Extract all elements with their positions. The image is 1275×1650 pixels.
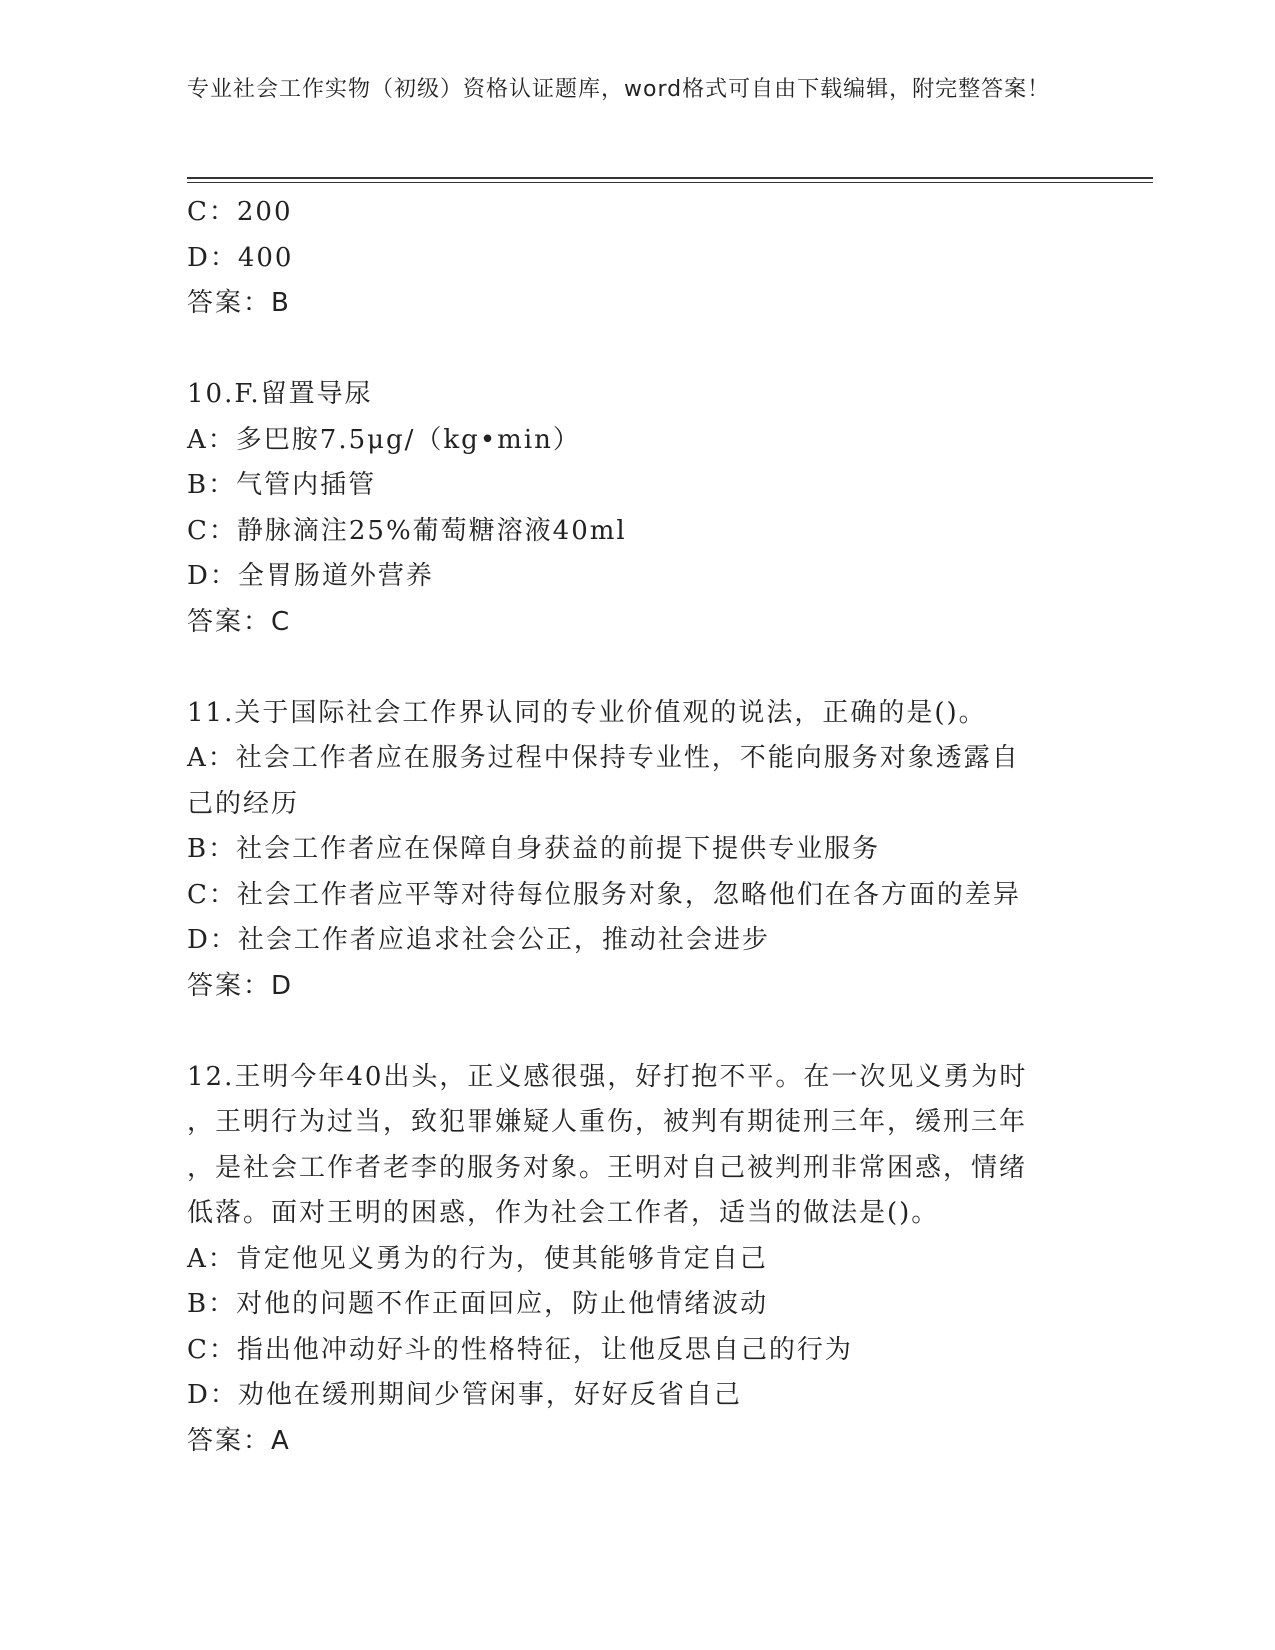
document-header: 专业社会工作实物（初级）资格认证题库，word格式可自由下载编辑，附完整答案！: [187, 77, 1051, 102]
q11-option-c: C：社会工作者应平等对待每位服务对象，忽略他们在各方面的差异: [187, 879, 1021, 910]
q12-answer: 答案：A: [187, 1425, 291, 1456]
q12-option-c: C：指出他冲动好斗的性格特征，让他反思自己的行为: [187, 1334, 853, 1365]
q11-answer: 答案：D: [187, 970, 294, 1001]
q11-option-d: D：社会工作者应追求社会公正，推动社会进步: [187, 925, 770, 955]
q10-option-a: A：多巴胺7.5μg/（kg•min）: [187, 424, 581, 455]
q10-option-c: C：静脉滴注25%葡萄糖溶液40ml: [187, 515, 627, 546]
q9-option-d: D：400: [187, 242, 294, 273]
q9-answer: 答案：B: [187, 288, 291, 318]
q10-option-d: D：全胃肠道外营养: [187, 561, 434, 591]
q10-answer: 答案：C: [187, 606, 292, 637]
q11-stem: 11.关于国际社会工作界认同的专业价值观的说法，正确的是()。: [187, 697, 987, 728]
q12-stem-line-3: ，是社会工作者老李的服务对象。王明对自己被判刑非常困惑，情绪: [187, 1152, 1028, 1183]
q11-option-b: B：社会工作者应在保障自身获益的前提下提供专业服务: [187, 834, 881, 864]
q10-stem: 10.F.留置导尿: [187, 379, 373, 409]
q12-stem-line-1: 12.王明今年40出头，正义感很强，好打抱不平。在一次见义勇为时: [187, 1061, 1028, 1092]
q12-option-d: D：劝他在缓刑期间少管闲事，好好反省自己: [187, 1380, 742, 1410]
question-content: [187, 190, 1087, 1464]
q11-option-a: A：社会工作者应在服务过程中保持专业性，不能向服务对象透露自己的经历: [187, 743, 1020, 819]
q12-option-a: A：肯定他见义勇为的行为，使其能够肯定自己: [187, 1243, 768, 1274]
q12-option-b: B：对他的问题不作正面回应，防止他情绪波动: [187, 1289, 769, 1319]
spacer: [187, 645, 1087, 691]
q12-stem-line-4: 低落。面对王明的困惑，作为社会工作者，适当的做法是()。: [187, 1198, 940, 1228]
q10-option-b: B：气管内插管: [187, 470, 377, 500]
spacer: [187, 1009, 1087, 1055]
header-rule-thick: [187, 177, 1153, 179]
header-rule-thin: [187, 182, 1153, 183]
q9-option-c: C：200: [187, 197, 293, 227]
spacer: [187, 327, 1087, 373]
q12-stem-line-2: ，王明行为过当，致犯罪嫌疑人重伤，被判有期徒刑三年，缓刑三年: [187, 1107, 1028, 1137]
